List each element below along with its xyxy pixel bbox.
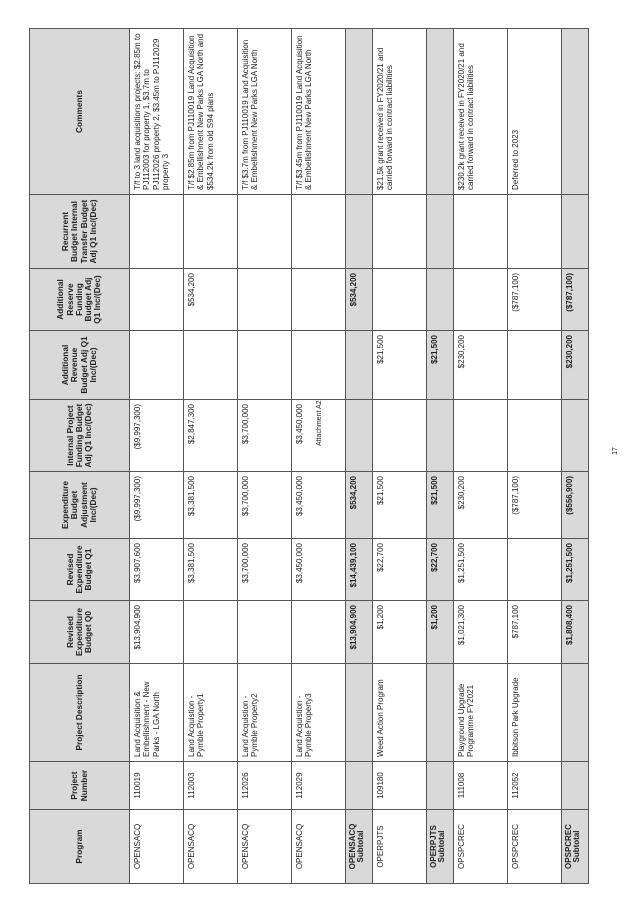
cell-exp-adj: $21,500 <box>373 472 427 539</box>
cell-budget-q1: $3,907,600 <box>130 539 184 601</box>
cell-revenue-adj <box>346 331 373 400</box>
cell-exp-adj: ($9,997,300) <box>130 472 184 539</box>
col-header-reserve-adj: Additional Reserve Funding Budget Adj Q1 Inc/(Dec) <box>30 269 130 331</box>
col-header-project-description: Project Description <box>30 664 130 762</box>
table-row <box>292 29 346 884</box>
cell-project-number: 112052 <box>508 762 562 810</box>
cell-internal-adj <box>427 400 454 472</box>
cell-exp-adj: $3,700,000 <box>238 472 292 539</box>
cell-budget-q0: $787,100 <box>508 601 562 664</box>
table-row <box>238 29 292 884</box>
cell-project-number: 112029 <box>292 762 346 810</box>
cell-budget-q0 <box>292 601 346 664</box>
cell-revenue-adj: $21,500 <box>373 331 427 400</box>
cell-budget-q1: $1,251,500 <box>454 539 508 601</box>
cell-program: OPENSACQ Subtotal <box>346 810 373 884</box>
cell-comments <box>562 29 589 195</box>
cell-comments: $21.5k grant received in FY2020/21 and carried forward in contract liabilities <box>373 29 427 195</box>
cell-description: Land Acquistion - Pymble Property1 <box>184 664 238 762</box>
cell-description: Land Acquistion - Pymble Property3 <box>292 664 346 762</box>
cell-recurrent-adj <box>130 195 184 269</box>
cell-project-number: 111008 <box>454 762 508 810</box>
cell-recurrent-adj <box>454 195 508 269</box>
cell-budget-q0: $13,904,900 <box>130 601 184 664</box>
cell-budget-q1: $1,251,500 <box>562 539 589 601</box>
page-number: 17 <box>612 447 619 455</box>
cell-comments: Deferred to 2023 <box>508 29 562 195</box>
table-body <box>130 29 589 884</box>
cell-budget-q1: $3,700,000 <box>238 539 292 601</box>
cell-internal-adj: $2,847,300 <box>184 400 238 472</box>
cell-project-number <box>427 762 454 810</box>
cell-internal-adj <box>454 400 508 472</box>
cell-internal-adj <box>508 400 562 472</box>
cell-recurrent-adj <box>184 195 238 269</box>
cell-program: OPERPJTS <box>373 810 427 884</box>
table-frame <box>29 29 582 884</box>
cell-recurrent-adj <box>508 195 562 269</box>
cell-comments <box>346 29 373 195</box>
cell-budget-q1 <box>508 539 562 601</box>
cell-recurrent-adj <box>427 195 454 269</box>
cell-revenue-adj: $230,200 <box>454 331 508 400</box>
cell-reserve-adj: ($787,100) <box>508 269 562 331</box>
col-header-comments: Comments <box>30 29 130 195</box>
cell-project-number: 112026 <box>238 762 292 810</box>
cell-budget-q0 <box>238 601 292 664</box>
landscape-content <box>29 29 582 884</box>
cell-description: Ibbitson Park Upgrade <box>508 664 562 762</box>
cell-recurrent-adj <box>292 195 346 269</box>
cell-comments: T/f $3.45m from PJ110019 Land Acquisition & Embellishment New Parks LGA North <box>292 29 346 195</box>
cell-reserve-adj <box>238 269 292 331</box>
cell-description <box>427 664 454 762</box>
cell-comments: T/f to 3 land acquisitions projects: $2.85m to PJ112003 for property 1, $3.7m to PJ112026 property 2, $3.45m to PJ112029 property 3 <box>130 29 184 195</box>
cell-budget-q0 <box>184 601 238 664</box>
col-header-revenue-adj: Additional Revenue Budget Adj Q1 Inc/(Dec) <box>30 331 130 400</box>
cell-budget-q0: $13,904,900 <box>346 601 373 664</box>
cell-exp-adj: $21,500 <box>427 472 454 539</box>
attachment-label: Attachment A2 <box>316 400 323 446</box>
table-row <box>184 29 238 884</box>
cell-internal-adj <box>373 400 427 472</box>
cell-program: OPENSACQ <box>238 810 292 884</box>
cell-internal-adj: ($9,997,300) <box>130 400 184 472</box>
cell-description: Land Acquisition & Embellishment - New Parks - LGA North <box>130 664 184 762</box>
col-header-recurrent-transfer-adj: Recurrent Budget Internal Transfer Budget Adj Q1 Inc/(Dec) <box>30 195 130 269</box>
cell-reserve-adj: $534,200 <box>184 269 238 331</box>
col-header-budget-q1: Revised Expenditure Budget Q1 <box>30 539 130 601</box>
table-row <box>373 29 427 884</box>
cell-program: OPSPCREC <box>508 810 562 884</box>
cell-exp-adj: $3,450,000 <box>292 472 346 539</box>
subtotal-row <box>346 29 373 884</box>
cell-description <box>346 664 373 762</box>
cell-revenue-adj <box>508 331 562 400</box>
col-header-project-number: Project Number <box>30 762 130 810</box>
cell-program: OPENSACQ <box>184 810 238 884</box>
cell-recurrent-adj <box>346 195 373 269</box>
cell-recurrent-adj <box>562 195 589 269</box>
cell-revenue-adj <box>238 331 292 400</box>
table-header-row <box>30 29 130 884</box>
cell-revenue-adj: $21,500 <box>427 331 454 400</box>
cell-reserve-adj <box>454 269 508 331</box>
cell-internal-adj <box>346 400 373 472</box>
subtotal-row <box>562 29 589 884</box>
table-row <box>130 29 184 884</box>
cell-internal-adj: $3,450,000 <box>292 400 346 472</box>
cell-reserve-adj <box>427 269 454 331</box>
cell-revenue-adj <box>292 331 346 400</box>
cell-budget-q1: $14,439,100 <box>346 539 373 601</box>
cell-project-number <box>346 762 373 810</box>
cell-program: OPSPCREC Subtotal <box>562 810 589 884</box>
cell-budget-q1: $22,700 <box>427 539 454 601</box>
table-row <box>508 29 562 884</box>
cell-revenue-adj: $230,200 <box>562 331 589 400</box>
cell-program: OPENSACQ <box>292 810 346 884</box>
cell-description: Land Acquistion - Pymble Property2 <box>238 664 292 762</box>
cell-reserve-adj <box>292 269 346 331</box>
cell-reserve-adj <box>373 269 427 331</box>
cell-description: Playground Upgrade Programme FY2021 <box>454 664 508 762</box>
cell-project-number <box>562 762 589 810</box>
cell-reserve-adj: ($787,100) <box>562 269 589 331</box>
cell-description <box>562 664 589 762</box>
budget-adjustments-table <box>29 28 589 884</box>
col-header-budget-q0: Revised Expenditure Budget Q0 <box>30 601 130 664</box>
cell-internal-adj <box>562 400 589 472</box>
cell-budget-q0: $1,200 <box>373 601 427 664</box>
cell-exp-adj: $3,381,500 <box>184 472 238 539</box>
cell-reserve-adj: $534,200 <box>346 269 373 331</box>
cell-budget-q1: $22,700 <box>373 539 427 601</box>
cell-budget-q0: $1,200 <box>427 601 454 664</box>
col-header-expenditure-adjustment: Expenditure Budget Adjustment Inc/(Dec) <box>30 472 130 539</box>
cell-reserve-adj <box>130 269 184 331</box>
cell-exp-adj: $230,200 <box>454 472 508 539</box>
col-header-internal-funding-adj: Internal Project Funding Budget Adj Q1 Inc/(Dec) <box>30 400 130 472</box>
cell-budget-q1: $3,381,500 <box>184 539 238 601</box>
cell-project-number: 112003 <box>184 762 238 810</box>
cell-project-number: 109180 <box>373 762 427 810</box>
cell-exp-adj: ($556,900) <box>562 472 589 539</box>
cell-project-number: 110019 <box>130 762 184 810</box>
table-row <box>454 29 508 884</box>
cell-exp-adj: ($787,100) <box>508 472 562 539</box>
cell-program: OPSPCREC <box>454 810 508 884</box>
cell-description: Weed Action Program <box>373 664 427 762</box>
cell-revenue-adj <box>184 331 238 400</box>
cell-budget-q0: $1,021,300 <box>454 601 508 664</box>
cell-budget-q1: $3,450,000 <box>292 539 346 601</box>
cell-comments <box>427 29 454 195</box>
cell-comments: T/f $2.85m from PJ110019 Land Acquisition & Embellishment New Parks LGA North and $534.2k from old S94 plans <box>184 29 238 195</box>
cell-internal-adj: $3,700,000 <box>238 400 292 472</box>
col-header-program: Program <box>30 810 130 884</box>
cell-exp-adj: $534,200 <box>346 472 373 539</box>
cell-comments: $230.2k grant received in FY2020/21 and carried forward in contract liabilities <box>454 29 508 195</box>
cell-recurrent-adj <box>238 195 292 269</box>
cell-recurrent-adj <box>373 195 427 269</box>
subtotal-row <box>427 29 454 884</box>
cell-revenue-adj <box>130 331 184 400</box>
cell-comments: T/f $3.7m from PJ110019 Land Acquisition & Embellishment New Parks LGA North <box>238 29 292 195</box>
cell-program: OPERPJTS Subtotal <box>427 810 454 884</box>
cell-budget-q0: $1,808,400 <box>562 601 589 664</box>
cell-program: OPENSACQ <box>130 810 184 884</box>
